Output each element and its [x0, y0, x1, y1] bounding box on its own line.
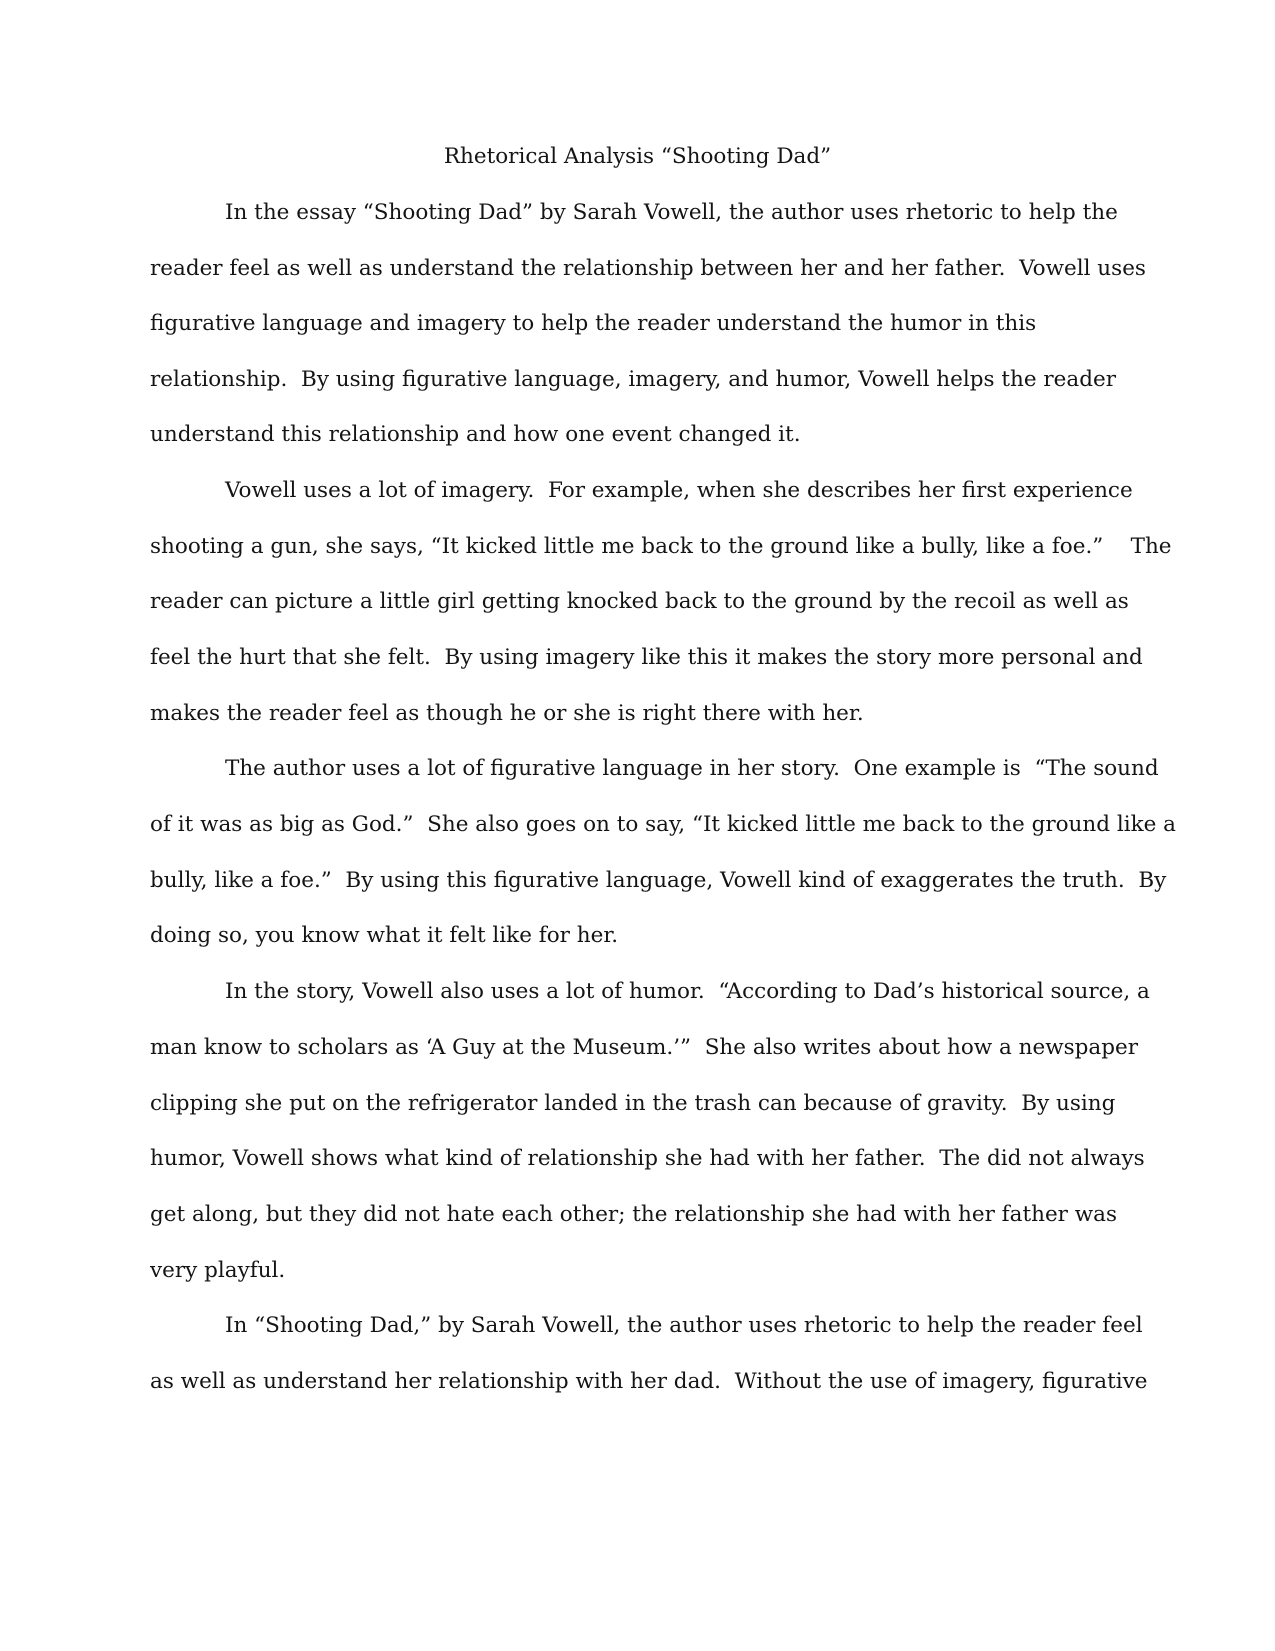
paragraph-3-line-3: bully, like a foe.” By using this figurative language, Vowell kind of exaggerates the truth. By: [150, 868, 1167, 893]
paragraph-3-line-2: of it was as big as God.” She also goes on to say, “It kicked little me back to the ground like a: [150, 812, 1176, 837]
paragraph-5-line-2: as well as understand her relationship with her dad. Without the use of imagery, figurative: [150, 1369, 1148, 1394]
paragraph-1-line-3: figurative language and imagery to help the reader understand the humor in this: [150, 311, 1037, 336]
paragraph-1-line-5: understand this relationship and how one event changed it.: [150, 422, 801, 447]
paragraph-3-line-4: doing so, you know what it felt like for her.: [150, 923, 619, 948]
paragraph-4-line-6: very playful.: [150, 1258, 286, 1283]
paragraph-1-line-2: reader feel as well as understand the relationship between her and her father. Vowell uses: [150, 256, 1146, 281]
paragraph-5-line-1: In “Shooting Dad,” by Sarah Vowell, the author uses rhetoric to help the reader feel: [225, 1313, 1143, 1338]
paragraph-2-line-5: makes the reader feel as though he or she is right there with her.: [150, 701, 864, 726]
paragraph-4-line-2: man know to scholars as ‘A Guy at the Museum.’” She also writes about how a newspaper: [150, 1035, 1139, 1060]
paragraph-4-line-1: In the story, Vowell also uses a lot of humor. “According to Dad’s historical source, a: [225, 979, 1150, 1004]
paragraph-4-line-3: clipping she put on the refrigerator landed in the trash can because of gravity. By using: [150, 1091, 1116, 1116]
paragraph-1-line-1: In the essay “Shooting Dad” by Sarah Vowell, the author uses rhetoric to help the: [225, 200, 1118, 225]
paragraph-2-line-3: reader can picture a little girl getting knocked back to the ground by the recoil as well as: [150, 589, 1129, 614]
paragraph-4-line-4: humor, Vowell shows what kind of relationship she had with her father. The did not always: [150, 1146, 1145, 1171]
paragraph-2-line-4: feel the hurt that she felt. By using imagery like this it makes the story more personal and: [150, 645, 1143, 670]
paragraph-3-line-1: The author uses a lot of figurative language in her story. One example is “The sound: [225, 756, 1159, 781]
paragraph-2-line-2: shooting a gun, she says, “It kicked little me back to the ground like a bully, like a foe.” The: [150, 534, 1172, 559]
paragraph-2-line-1: Vowell uses a lot of imagery. For example, when she describes her first experience: [225, 478, 1133, 503]
essay-title: Rhetorical Analysis “Shooting Dad”: [443, 144, 832, 169]
paragraph-4-line-5: get along, but they did not hate each other; the relationship she had with her father was: [150, 1202, 1118, 1227]
paragraph-1-line-4: relationship. By using figurative language, imagery, and humor, Vowell helps the reader: [150, 367, 1116, 392]
